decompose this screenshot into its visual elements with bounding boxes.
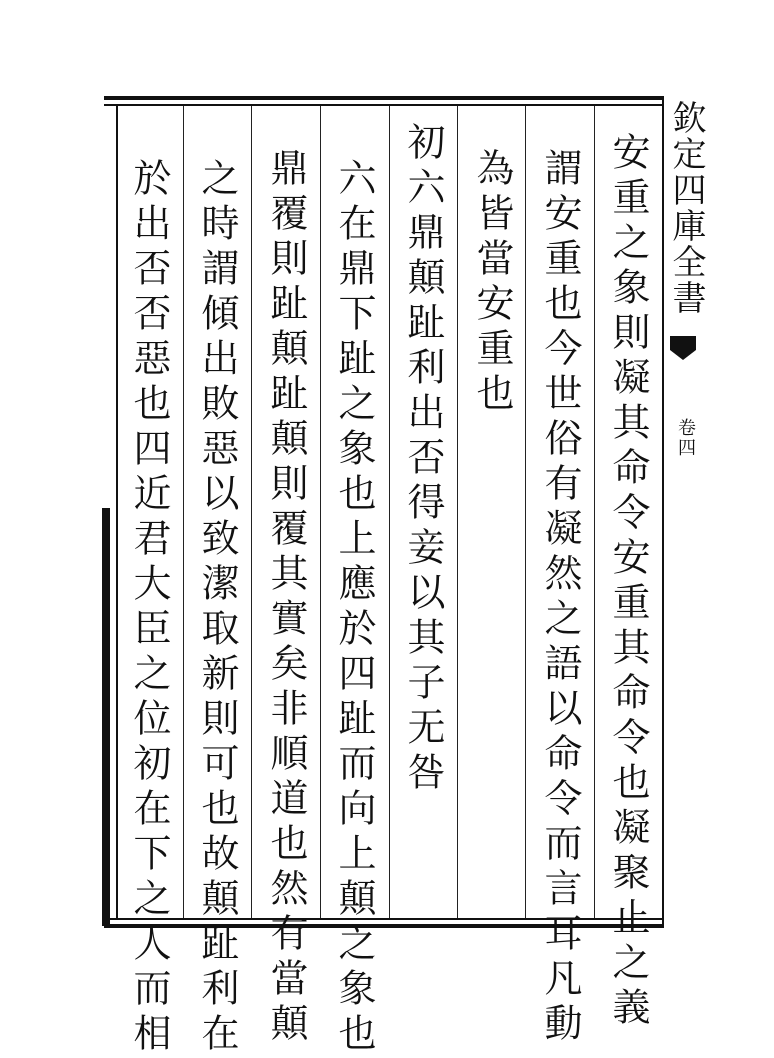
column-divider	[183, 106, 184, 918]
column-divider	[525, 106, 526, 918]
text-column-7: 之時謂傾出敗惡以致潔取新則可也故顛趾利在	[195, 158, 239, 1058]
fish-tail-icon	[668, 330, 698, 370]
text-column-3: 為皆當安重也	[470, 148, 514, 418]
text-column-5: 六在鼎下趾之象也上應於四趾而向上顛之象也	[332, 158, 376, 1058]
border-right	[662, 96, 664, 928]
text-column-8: 於出否否惡也四近君大臣之位初在下之人而相	[127, 158, 171, 1058]
border-left	[116, 104, 118, 920]
margin-title: 欽定四庫全書	[666, 100, 706, 316]
text-column-4: 初六鼎顛趾利出否得妾以其子无咎	[401, 122, 445, 797]
fish-tail-mark-icon	[668, 330, 698, 370]
column-divider	[320, 106, 321, 918]
text-column-2: 謂安重也今世俗有凝然之語以命令而言耳凡動	[538, 148, 582, 1048]
border-left-thick	[102, 508, 110, 926]
column-divider	[457, 106, 458, 918]
border-top-outer	[104, 96, 664, 100]
column-divider	[389, 106, 390, 918]
text-column-6: 鼎覆則趾顛趾顛則覆其實矣非順道也然有當顛	[264, 148, 308, 1048]
text-column-1: 安重之象則凝其命令安重其命令也凝聚止之義	[606, 132, 650, 1032]
column-divider	[594, 106, 595, 918]
border-top-inner	[104, 104, 664, 106]
column-divider	[251, 106, 252, 918]
margin-juan: 卷四	[675, 418, 696, 458]
